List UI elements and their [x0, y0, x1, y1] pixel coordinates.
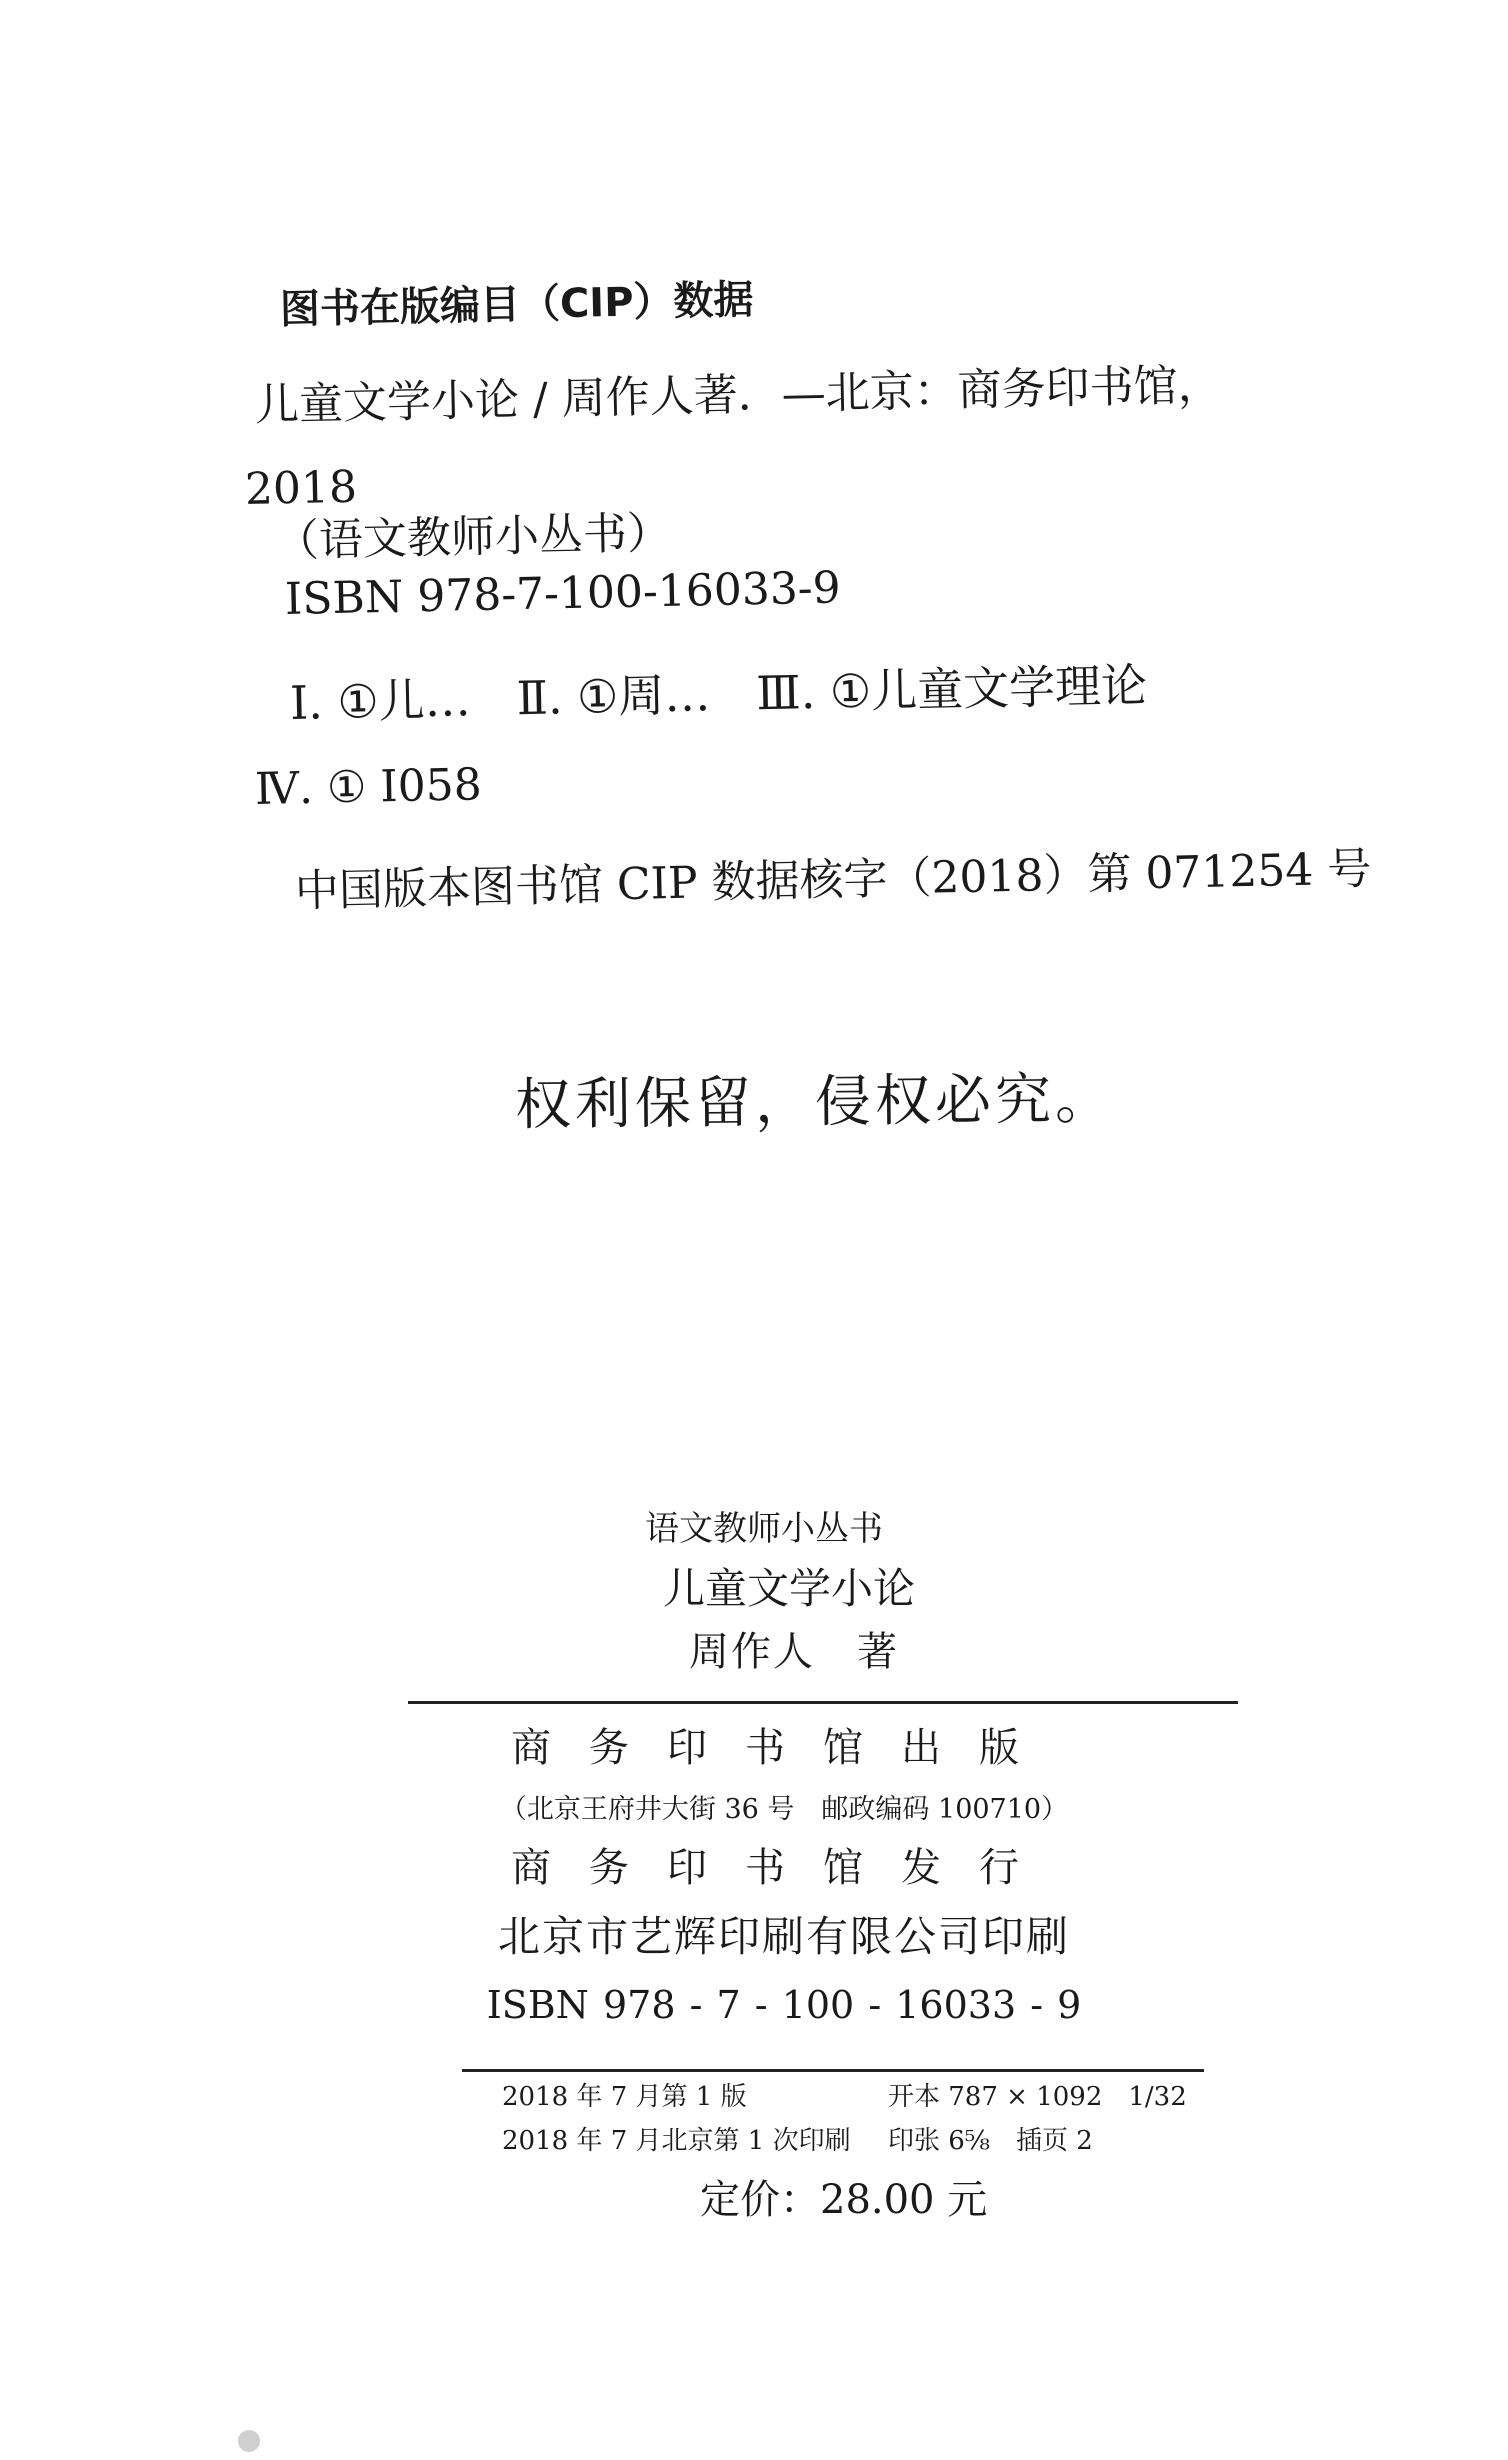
cip-series: （语文教师小丛书） — [274, 507, 672, 567]
cip-title-line: 儿童文学小论 / 周作人著．—北京：商务印书馆， — [254, 359, 1223, 431]
colophon-distributor: 商务印书馆发行 — [511, 1845, 1057, 1891]
colophon-address: （北京王府井大街 36 号 邮政编码 100710） — [499, 1794, 1069, 1825]
cip-heading: 图书在版编目（CIP）数据 — [279, 277, 754, 333]
cip-isbn: ISBN 978-7-100-16033-9 — [284, 562, 842, 625]
imprint-edition: 2018 年 7 月第 1 版 — [502, 2082, 747, 2112]
cip-number: 中国版本图书馆 CIP 数据核字（2018）第 071254 号 — [294, 843, 1372, 917]
cip-classification-1: Ⅰ. ①儿… Ⅱ. ①周… Ⅲ. ①儿童文学理论 — [289, 658, 1148, 730]
imprint-printing: 2018 年 7 月北京第 1 次印刷 — [502, 2126, 851, 2156]
cip-year: 2018 — [244, 461, 358, 515]
colophon-printer: 北京市艺辉印刷有限公司印刷 — [497, 1912, 1070, 1961]
rights-notice: 权利保留，侵权必究。 — [514, 1066, 1116, 1138]
colophon-isbn: ISBN 978 - 7 - 100 - 16033 - 9 — [486, 1983, 1082, 2027]
colophon-publisher: 商务印书馆出版 — [511, 1725, 1057, 1771]
colophon-title: 儿童文学小论 — [662, 1564, 915, 1613]
divider-bottom — [462, 2069, 1204, 2072]
colophon-author: 周作人 著 — [689, 1629, 899, 1675]
cip-classification-2: Ⅳ. ① I058 — [254, 759, 483, 815]
price: 定价：28.00 元 — [700, 2177, 988, 2223]
divider-top — [408, 1701, 1238, 1704]
imprint-format: 开本 787 × 1092 1/32 — [888, 2082, 1187, 2112]
imprint-sheets: 印张 6⅝ 插页 2 — [888, 2126, 1093, 2156]
paper-stain — [238, 2430, 260, 2452]
colophon-series: 语文教师小丛书 — [645, 1509, 883, 1549]
